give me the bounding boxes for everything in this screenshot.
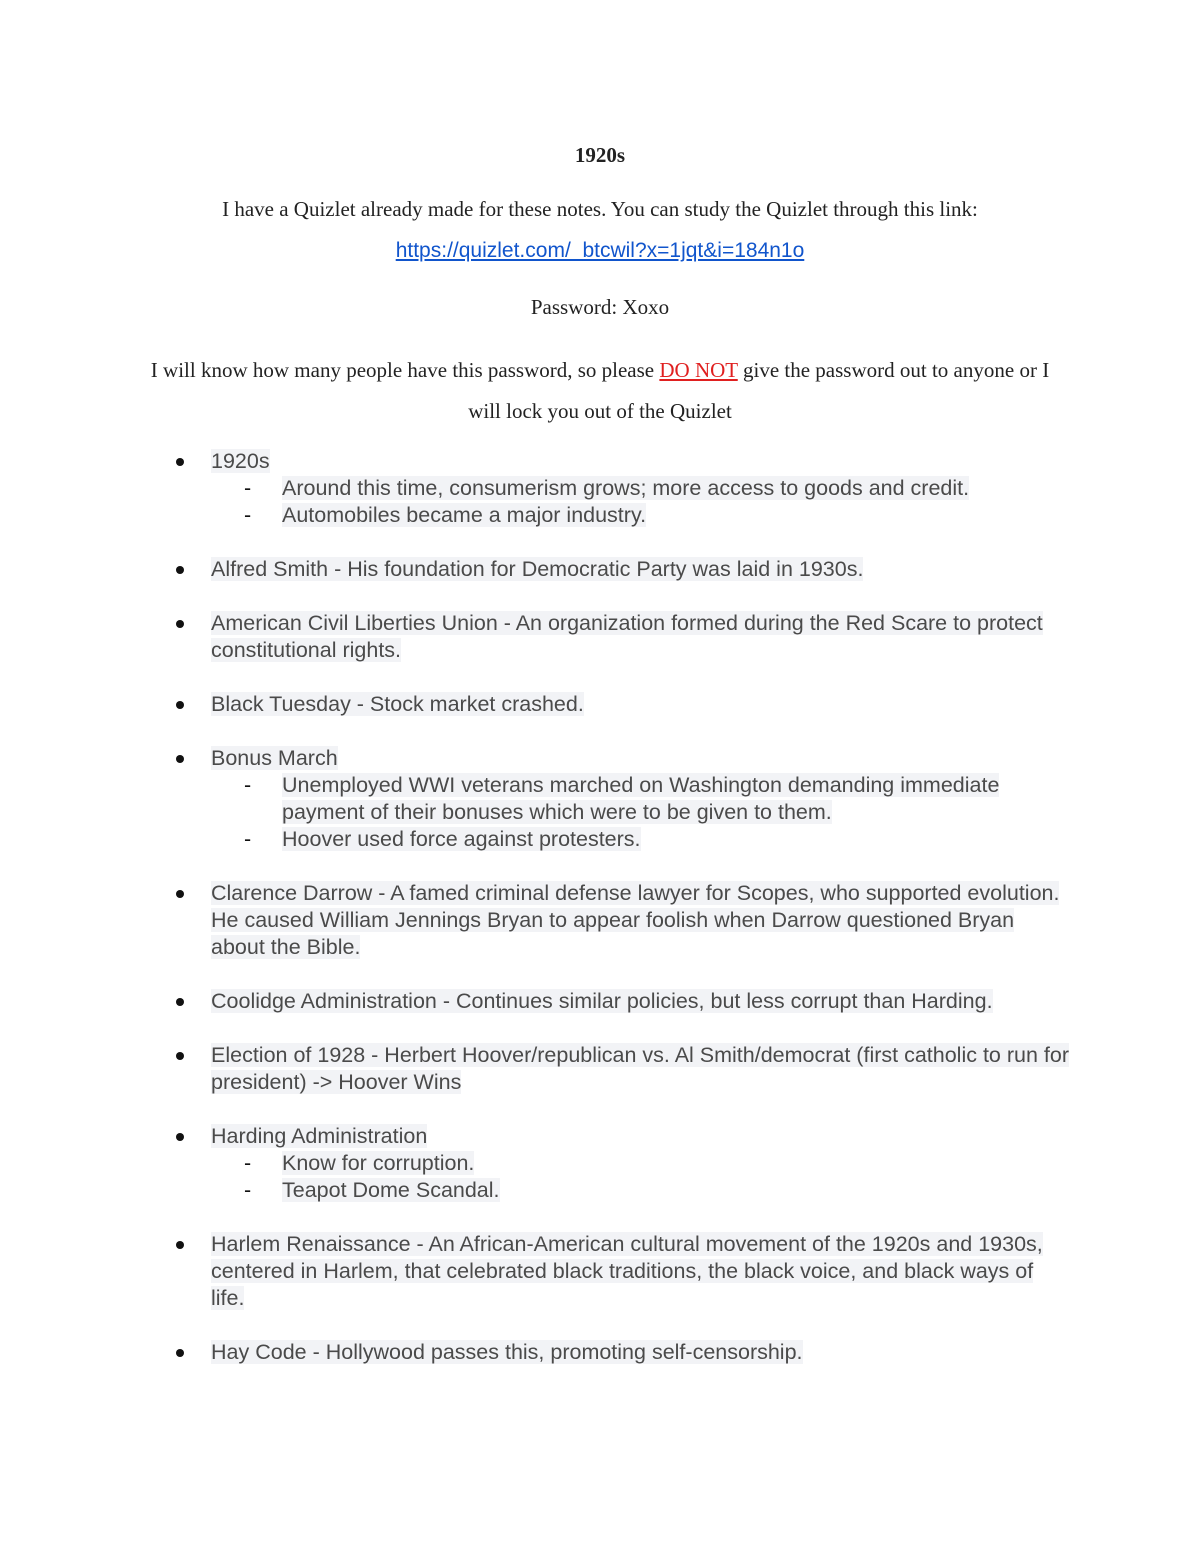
sub-list-item-label: Automobiles became a major industry. <box>282 503 647 527</box>
list-item-text <box>211 988 1071 1015</box>
list-item-label: Black Tuesday - Stock market crashed. <box>211 692 584 716</box>
bullet-icon <box>176 1349 184 1357</box>
list-item-text <box>211 880 1071 961</box>
list-item-label: Alfred Smith - His foundation for Democratic Party was laid in 1930s. <box>211 557 864 581</box>
list-item-label: Hay Code - Hollywood passes this, promoting self-censorship. <box>211 1340 803 1364</box>
list-item <box>0 610 1071 664</box>
quizlet-link[interactable]: https://quizlet.com/_btcwil?x=1jqt&i=184n1o <box>395 239 805 262</box>
list-item <box>0 745 1071 853</box>
sub-list <box>211 1150 1071 1204</box>
dash-icon: - <box>244 1151 252 1175</box>
dash-icon: - <box>244 503 252 527</box>
sub-list-item <box>211 772 1002 826</box>
dash-icon: - <box>244 827 252 851</box>
password-text: Password: Xoxo <box>530 295 670 319</box>
list-item <box>0 1123 1071 1204</box>
quizlet-link-line <box>0 239 1200 263</box>
list-item <box>0 1042 1071 1096</box>
sub-list-item <box>211 475 1002 502</box>
notes-list <box>0 448 1200 1393</box>
sub-list-item-label: Unemployed WWI veterans marched on Washington demanding immediate payment of their bonuses which were to be given to them. <box>282 773 1000 824</box>
list-item-text <box>211 1231 1071 1312</box>
dash-icon: - <box>244 1178 252 1202</box>
list-item-label: American Civil Liberties Union - An organization formed during the Red Scare to protect constitutional rights. <box>211 611 1043 662</box>
bullet-icon <box>176 998 184 1006</box>
list-item-text <box>211 610 1071 664</box>
list-item-label: Clarence Darrow - A famed criminal defense lawyer for Scopes, who supported evolution. He caused William Jennings Bryan to appear foolish when Darrow questioned Bryan about the Bible. <box>211 881 1060 959</box>
list-item-label: Coolidge Administration - Continues similar policies, but less corrupt than Harding. <box>211 989 993 1013</box>
sub-list-item <box>211 1177 1002 1204</box>
warning-after: give the password out to anyone or I will lock you out of the Quizlet <box>468 358 1050 423</box>
bullet-icon <box>176 755 184 763</box>
bullet-icon <box>176 1133 184 1141</box>
bullet-icon <box>176 1052 184 1060</box>
list-item <box>0 988 1071 1015</box>
list-item-label: Harlem Renaissance - An African-American cultural movement of the 1920s and 1930s, centered in Harlem, that celebrated black traditions, the black voice, and black ways of life. <box>211 1232 1043 1310</box>
list-item-label: 1920s <box>211 449 270 473</box>
sub-list-item <box>211 502 1002 529</box>
sub-list <box>211 772 1071 853</box>
bullet-icon <box>176 458 184 466</box>
warning-emphasis: DO NOT <box>659 358 738 382</box>
list-item <box>0 1339 1071 1366</box>
list-item-text <box>211 745 1071 772</box>
dash-icon: - <box>244 476 252 500</box>
list-item-label: Bonus March <box>211 746 338 770</box>
dash-icon: - <box>244 773 252 797</box>
sub-list-item <box>211 826 1002 853</box>
list-item-text <box>211 691 1071 718</box>
list-item <box>0 1231 1071 1312</box>
list-item <box>0 556 1071 583</box>
list-item-text <box>211 1123 1071 1150</box>
list-item-text <box>211 448 1071 475</box>
list-item <box>0 691 1071 718</box>
bullet-icon <box>176 566 184 574</box>
list-item <box>0 448 1071 529</box>
sub-list-item-label: Hoover used force against protesters. <box>282 827 641 851</box>
list-item-text <box>211 1339 1071 1366</box>
intro-text: I have a Quizlet already made for these notes. You can study the Quizlet through this link: <box>222 197 978 221</box>
sub-list <box>211 475 1071 529</box>
sub-list-item-label: Teapot Dome Scandal. <box>282 1178 500 1202</box>
list-item <box>0 880 1071 961</box>
warning-text <box>145 350 1055 432</box>
bullet-icon <box>176 1241 184 1249</box>
list-item-text <box>211 556 1071 583</box>
page-title: 1920s <box>574 143 626 167</box>
bullet-icon <box>176 890 184 898</box>
list-item-label: Election of 1928 - Herbert Hoover/republican vs. Al Smith/democrat (first catholic to run for president) -> Hoover Wins <box>211 1043 1069 1094</box>
sub-list-item <box>211 1150 1002 1177</box>
sub-list-item-label: Know for corruption. <box>282 1151 475 1175</box>
list-item-label: Harding Administration <box>211 1124 428 1148</box>
bullet-icon <box>176 620 184 628</box>
list-item-text <box>211 1042 1071 1096</box>
sub-list-item-label: Around this time, consumerism grows; more access to goods and credit. <box>282 476 970 500</box>
warning-before: I will know how many people have this password, so please <box>150 358 660 382</box>
bullet-icon <box>176 701 184 709</box>
